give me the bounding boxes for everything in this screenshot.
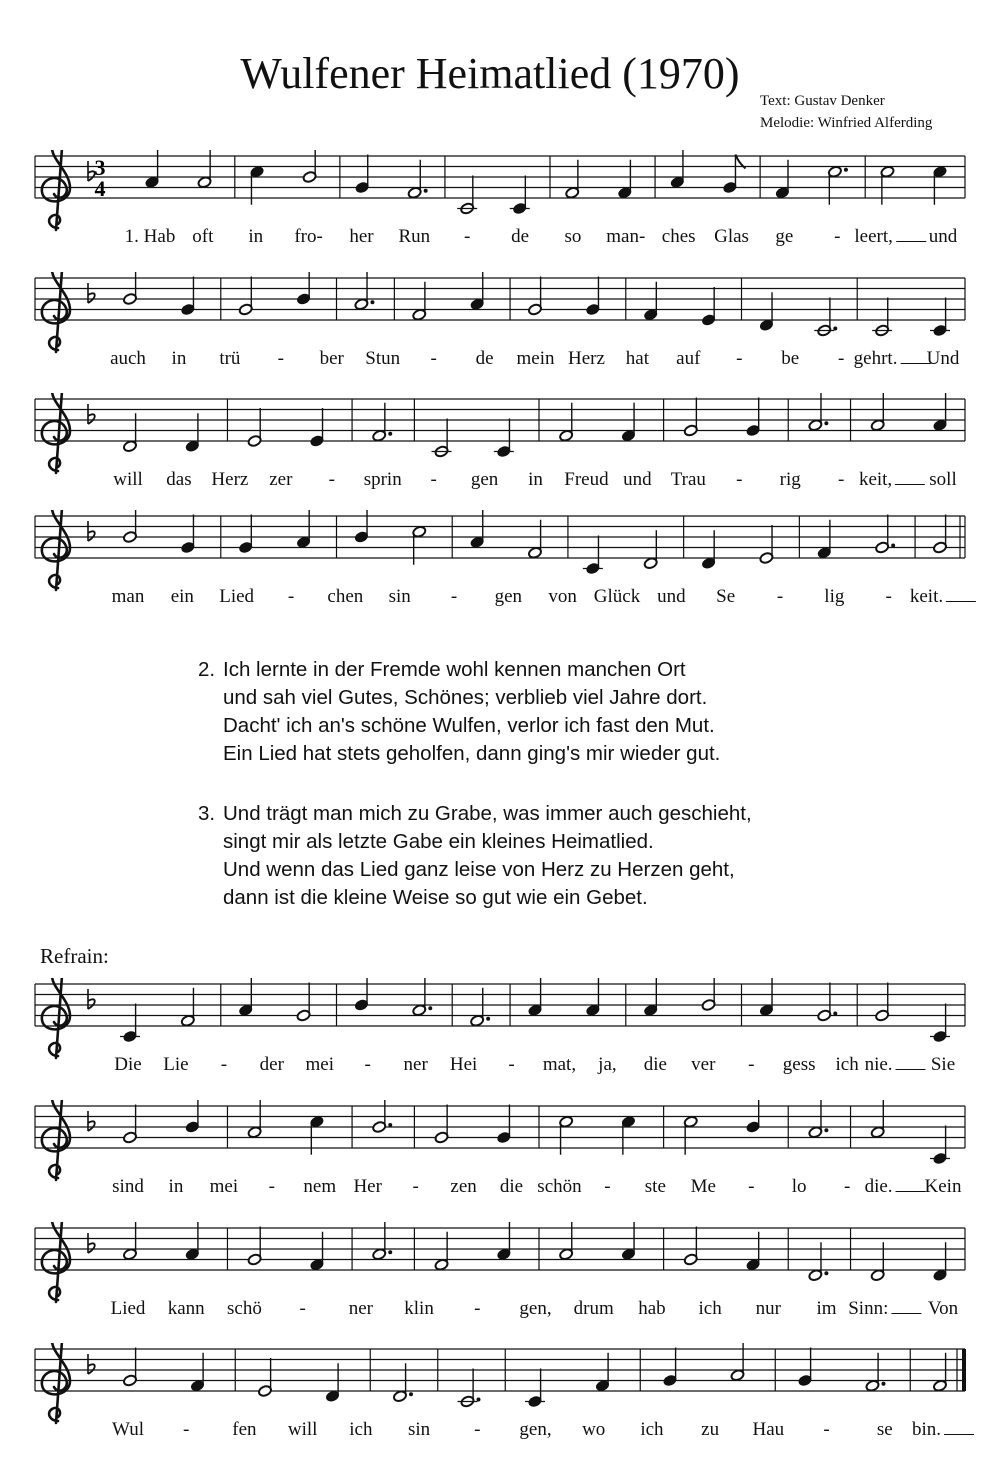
note [621, 403, 636, 442]
lyric-syllable: gen, [519, 1298, 552, 1319]
treble-clef-icon [42, 272, 70, 352]
lyric-syllable: die [499, 1176, 524, 1197]
stanza-line: singt mir als letzte Gabe ein kleines Heimatlied. [223, 830, 654, 853]
verse-system-4 [0, 510, 1000, 650]
note [185, 413, 200, 452]
lyric-syllable: Sinn: [848, 1298, 921, 1320]
lyric-syllable: Die [114, 1054, 142, 1075]
lyric-syllable: sind [112, 1176, 144, 1197]
note [775, 160, 790, 199]
note [123, 413, 138, 452]
note [870, 1242, 885, 1281]
lyric-syllable: sin [388, 586, 411, 607]
lyric-syllable: - [430, 469, 437, 490]
note [808, 1242, 828, 1281]
note [470, 988, 490, 1027]
lyric-syllable: be [781, 348, 800, 369]
lyric-syllable: Herz [211, 469, 249, 490]
note [528, 520, 543, 559]
lyric-syllable: fro- [294, 226, 323, 247]
time-signature [95, 155, 106, 201]
treble-clef-icon [42, 393, 70, 473]
note [434, 1105, 449, 1144]
lyric-syllable: ver [691, 1054, 716, 1075]
stanza-number: 3. [198, 802, 216, 825]
note [457, 176, 477, 215]
lyric-syllable: die. [865, 1176, 926, 1198]
refrain-system-1 [0, 978, 1000, 1118]
note [933, 515, 948, 554]
lyric-syllable: - [299, 1298, 306, 1319]
stanza-line: und sah viel Gutes, Schönes; verblieb viel Jahre dort. [223, 686, 708, 709]
svg-text:3: 3 [94, 155, 106, 180]
lyric-syllable: gen, [519, 1419, 552, 1440]
note [865, 1353, 885, 1392]
lyric-syllable: - [287, 586, 295, 607]
lyric-syllable: - [604, 1176, 611, 1197]
melody-credit: Melodie: Winfried Alferding [760, 115, 933, 131]
note [585, 277, 600, 316]
note [247, 408, 262, 447]
note [432, 419, 452, 458]
lyric-syllable: Me [690, 1176, 716, 1197]
lyric-syllable: will [113, 469, 143, 490]
note [814, 298, 837, 337]
note [930, 1004, 950, 1043]
note [123, 1348, 138, 1387]
lyric-syllable: im [816, 1298, 837, 1319]
lyric-syllable: ches [661, 226, 696, 247]
lyric-syllable: - [823, 1419, 830, 1440]
lyric-syllable: - [412, 1176, 419, 1197]
flat-icon [88, 989, 95, 1009]
note [595, 1353, 610, 1392]
note [746, 1232, 761, 1271]
lyric-syllable: gen [494, 586, 523, 607]
note [583, 536, 603, 575]
note [510, 176, 530, 215]
lyric-syllable: gen [470, 469, 499, 490]
stanza-line: dann ist die kleine Weise so gut wie ein Gebet. [223, 886, 648, 909]
lyric-syllable: ja, [598, 1054, 617, 1075]
note [528, 277, 543, 316]
lyric-syllable: - [450, 586, 458, 607]
note [759, 292, 774, 331]
lyric-syllable: - [736, 348, 743, 369]
note [617, 160, 632, 199]
lyric-syllable: Kein [924, 1176, 962, 1197]
note [247, 1227, 262, 1266]
lyric-syllable: schö [227, 1298, 262, 1319]
lyric-syllable: nie. [865, 1054, 926, 1076]
lyric-syllable: in [171, 348, 187, 369]
stanza-2 [198, 656, 720, 768]
lyric-syllable: Von [927, 1298, 959, 1319]
note [238, 277, 253, 316]
note [250, 165, 265, 204]
note [407, 160, 427, 199]
credits [760, 90, 932, 134]
lyric-syllable: ner [403, 1054, 428, 1075]
note [120, 1004, 140, 1043]
treble-clef-icon [42, 1222, 70, 1302]
note [355, 155, 370, 194]
note [559, 403, 574, 442]
lyric-syllable: Sie [930, 1054, 956, 1075]
note [525, 1369, 545, 1408]
lyric-syllable: gess [782, 1054, 816, 1075]
lyric-syllable: Lied [110, 1298, 146, 1319]
lyric-syllable: man- [606, 226, 646, 247]
lyric-syllable: Hau [752, 1419, 785, 1440]
treble-clef-icon [42, 978, 70, 1058]
lyric-syllable: sin [407, 1419, 431, 1440]
note [310, 408, 325, 447]
lyric-syllable: - [464, 226, 471, 247]
note [798, 1348, 813, 1387]
note [434, 1232, 449, 1271]
lyric-syllable: her [349, 226, 374, 247]
lyric-syllable: Freud [564, 469, 609, 490]
note [701, 530, 716, 569]
lyric-syllable: ner [348, 1298, 373, 1319]
note [759, 525, 774, 564]
lyric-syllable: - [220, 1054, 228, 1075]
stanza-line: 3. Und trägt man mich zu Grabe, was immer auch geschieht, [198, 800, 752, 828]
lyric-syllable: - [277, 348, 284, 369]
note [880, 165, 895, 204]
lyric-syllable: in [168, 1176, 184, 1197]
note [180, 515, 195, 554]
lyric-syllable: zu [701, 1419, 720, 1440]
treble-clef-icon [42, 1100, 70, 1180]
lyric-syllable: se [876, 1419, 893, 1440]
lyric-syllable: Hei [449, 1054, 478, 1075]
lyric-syllable: mei [305, 1054, 334, 1075]
flat-icon [88, 1354, 95, 1374]
lyric-syllable: - [843, 1176, 851, 1197]
lyric-syllable: - [736, 469, 743, 490]
lyric-syllable: - [837, 348, 845, 369]
lyric-syllable: Wul [112, 1419, 144, 1440]
note [372, 403, 392, 442]
stanza-number: 2. [198, 658, 216, 681]
note [933, 1242, 948, 1281]
lyric-syllable: - [776, 586, 784, 607]
lyric-syllable: kann [167, 1298, 205, 1319]
note [180, 988, 195, 1027]
lyric-syllable: und [928, 226, 958, 247]
lyric-syllable: die [643, 1054, 667, 1075]
lyric-syllable: Glas [714, 226, 749, 247]
lyric-syllable: de [475, 348, 494, 369]
lyric-syllable: von [548, 586, 577, 607]
note [930, 298, 950, 337]
refrain-label: Refrain: [40, 944, 109, 968]
lyric-syllable: gehrt. [854, 348, 931, 370]
refrain-system-3 [0, 1222, 1000, 1362]
lyric-syllable: 1. Hab [124, 226, 176, 247]
lyric-syllable: ge [775, 226, 794, 247]
lyric-syllable: Lie [163, 1054, 189, 1075]
lyric-syllable: - [430, 348, 437, 369]
note [828, 165, 848, 204]
lyric-syllable: Run [398, 226, 431, 247]
text-credit: Text: Gustav Denker [760, 93, 885, 109]
lyric-syllable: Her [353, 1176, 382, 1197]
note [494, 419, 514, 458]
note [930, 1126, 950, 1165]
note [310, 1232, 325, 1271]
lyric-syllable: de [511, 226, 530, 247]
note [933, 1353, 948, 1392]
note [412, 525, 427, 564]
lyric-syllable: wo [582, 1419, 606, 1440]
verse-system-2 [0, 272, 1000, 412]
flat-icon [88, 1233, 95, 1253]
stanza-line: 2. Ich lernte in der Fremde wohl kennen manchen Ort [198, 656, 720, 684]
lyric-syllable: fen [232, 1419, 257, 1440]
lyric-syllable: - [474, 1419, 481, 1440]
lyric-syllable: - [748, 1054, 755, 1075]
refrain-system-4 [0, 1343, 1000, 1483]
lyric-syllable: bin. [912, 1419, 974, 1441]
lyric-syllable: - [508, 1054, 515, 1075]
lyric-syllable: Und [926, 348, 960, 369]
lyric-syllable: und [623, 469, 652, 490]
treble-clef-icon [42, 150, 70, 230]
note [458, 1369, 481, 1408]
note [565, 160, 580, 199]
lyric-syllable: mei [209, 1176, 239, 1197]
lyric-syllable: soll [929, 469, 957, 490]
lyric-syllable: hat [625, 348, 649, 369]
note [296, 983, 311, 1022]
lyric-syllable: auf [676, 348, 701, 369]
lyric-syllable: - [748, 1176, 755, 1197]
lyric-syllable: - [474, 1298, 481, 1319]
treble-clef-icon [42, 510, 70, 590]
flat-icon [88, 1111, 95, 1131]
lyric-syllable: der [259, 1054, 284, 1075]
lyric-syllable: ich [640, 1419, 664, 1440]
note [258, 1358, 273, 1397]
flat-icon [88, 283, 95, 303]
lyric-syllable: - [328, 469, 335, 490]
note [683, 1115, 698, 1154]
lyric-syllable: ste [644, 1176, 666, 1197]
note [701, 287, 716, 326]
lyric-syllable: keit, [859, 469, 925, 491]
lyric-syllable: - [183, 1419, 190, 1440]
lyric-syllable: und [657, 586, 686, 607]
note [393, 1363, 413, 1402]
lyric-syllable: trü [219, 348, 241, 369]
lyric-syllable: in [248, 226, 264, 247]
lyric-syllable: in [528, 469, 543, 490]
lyric-syllable: mat, [542, 1054, 577, 1075]
note [180, 277, 195, 316]
lyric-syllable: zer [269, 469, 293, 490]
lyric-syllable: Glück [593, 586, 641, 607]
lyric-syllable: - [834, 226, 841, 247]
lyric-syllable: drum [573, 1298, 614, 1319]
lyric-syllable: keit. [910, 586, 976, 608]
lyric-syllable: ber [319, 348, 344, 369]
note [817, 520, 832, 559]
lyric-syllable: das [166, 469, 192, 490]
note [663, 1348, 678, 1387]
lyric-syllable: zen [450, 1176, 477, 1197]
lyric-syllable: will [287, 1419, 318, 1440]
note [875, 983, 890, 1022]
lyric-syllable: Herz [567, 348, 605, 369]
lyric-syllable: Stun [365, 348, 401, 369]
lyric-syllable: ich [835, 1054, 859, 1075]
note [643, 282, 658, 321]
lyric-syllable: lig [824, 586, 845, 607]
treble-clef-icon [42, 1343, 70, 1423]
lyric-syllable: - [268, 1176, 275, 1197]
song-title: Wulfener Heimatlied (1970) [240, 49, 740, 98]
note [310, 1115, 325, 1154]
lyric-syllable: Trau [670, 469, 706, 490]
lyric-syllable: - [364, 1054, 371, 1075]
lyric-syllable: hab [638, 1298, 666, 1319]
lyric-syllable: klin [404, 1298, 434, 1319]
note [683, 398, 698, 437]
note [238, 515, 253, 554]
note [643, 530, 658, 569]
lyric-syllable: chen [327, 586, 364, 607]
lyric-syllable: ich [349, 1419, 373, 1440]
lyric-syllable: Se [716, 586, 736, 607]
stanza-line: Dacht' ich an's schöne Wulfen, verlor ich fast den Mut. [223, 714, 715, 737]
refrain-system-2 [0, 1100, 1000, 1240]
note [933, 165, 948, 204]
lyric-syllable: ein [170, 586, 194, 607]
lyric-syllable: Lied [219, 586, 255, 607]
lyric-syllable: nur [755, 1298, 782, 1319]
flat-icon [88, 404, 95, 424]
stanza-3 [198, 800, 752, 912]
flat-icon [88, 521, 95, 541]
note [872, 298, 892, 337]
verse-system-1 [0, 150, 1000, 290]
note [123, 1105, 138, 1144]
note [190, 1353, 205, 1392]
lyric-syllable: oft [192, 226, 214, 247]
lyric-syllable: auch [110, 348, 146, 369]
lyric-syllable: ich [698, 1298, 722, 1319]
note [325, 1363, 340, 1402]
note [412, 282, 427, 321]
lyric-syllable: rig [779, 469, 801, 490]
lyric-syllable: - [837, 469, 845, 490]
lyric-syllable: man [111, 586, 145, 607]
note [683, 1227, 698, 1266]
lyric-syllable: schön [537, 1176, 582, 1197]
lyric-syllable: nem [303, 1176, 337, 1197]
lyric-syllable: so [564, 226, 582, 247]
lyric-syllable: leert, [854, 226, 926, 248]
note [559, 1115, 574, 1154]
note [496, 1105, 511, 1144]
stanza-line: Und wenn das Lied ganz leise von Herz zu Herzen geht, [223, 858, 735, 881]
lyric-syllable: sprin [363, 469, 402, 490]
note [746, 398, 761, 437]
svg-text:4: 4 [94, 176, 106, 201]
lyric-syllable: mein [516, 348, 555, 369]
lyric-syllable: lo [791, 1176, 807, 1197]
stanza-line: Ein Lied hat stets geholfen, dann ging's mir wieder gut. [223, 742, 721, 765]
note [621, 1115, 636, 1154]
lyric-syllable: - [885, 586, 892, 607]
